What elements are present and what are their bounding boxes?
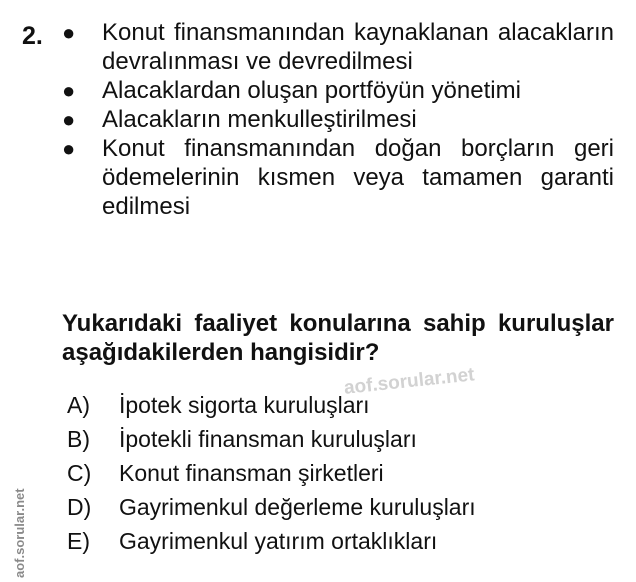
bullet-dot-icon: ● bbox=[62, 78, 76, 103]
question-number: 2. bbox=[22, 22, 43, 50]
option-letter: D) bbox=[67, 493, 92, 520]
option-text: Konut finansman şirketleri bbox=[119, 459, 384, 486]
option-letter: E) bbox=[67, 527, 90, 554]
bullet-text: Alacakların menkulleştirilmesi bbox=[102, 106, 417, 133]
option-c[interactable] bbox=[67, 456, 567, 490]
bullet-text: Alacaklardan oluşan portföyün yönetimi bbox=[102, 77, 521, 104]
answer-options bbox=[67, 388, 567, 558]
option-letter: B) bbox=[67, 425, 90, 452]
option-b[interactable] bbox=[67, 422, 567, 456]
watermark-center: aof.sorular.net bbox=[343, 364, 476, 399]
bullet-text: Konut finansmanından doğan borçların geri ödemelerinin kısmen veya tamamen garanti edilmesi bbox=[102, 135, 614, 220]
option-d[interactable] bbox=[67, 490, 567, 524]
question-stem: Yukarıdaki faaliyet konularına sahip kuruluşlar aşağıdakilerden hangisidir? bbox=[62, 310, 614, 366]
option-a[interactable] bbox=[67, 388, 567, 422]
option-text: Gayrimenkul yatırım ortaklıkları bbox=[119, 527, 438, 554]
bullet-item bbox=[62, 76, 614, 105]
bullet-list bbox=[62, 18, 614, 221]
bullet-dot-icon: ● bbox=[62, 136, 76, 161]
option-letter: C) bbox=[67, 459, 92, 486]
bullet-item bbox=[62, 134, 614, 221]
bullet-dot-icon: ● bbox=[62, 20, 76, 45]
option-letter: A) bbox=[67, 391, 90, 418]
option-text: İpotekli finansman kuruluşları bbox=[119, 425, 417, 452]
option-text: İpotek sigorta kuruluşları bbox=[119, 391, 370, 418]
bullet-text: Konut finansmanından kaynaklanan alacakların devralınması ve devredilmesi bbox=[102, 19, 614, 75]
watermark-side: aof.sorular.net bbox=[12, 488, 27, 578]
bullet-dot-icon: ● bbox=[62, 107, 76, 132]
option-text: Gayrimenkul değerleme kuruluşları bbox=[119, 493, 476, 520]
option-e[interactable] bbox=[67, 524, 567, 558]
bullet-item bbox=[62, 18, 614, 76]
bullet-item bbox=[62, 105, 614, 134]
